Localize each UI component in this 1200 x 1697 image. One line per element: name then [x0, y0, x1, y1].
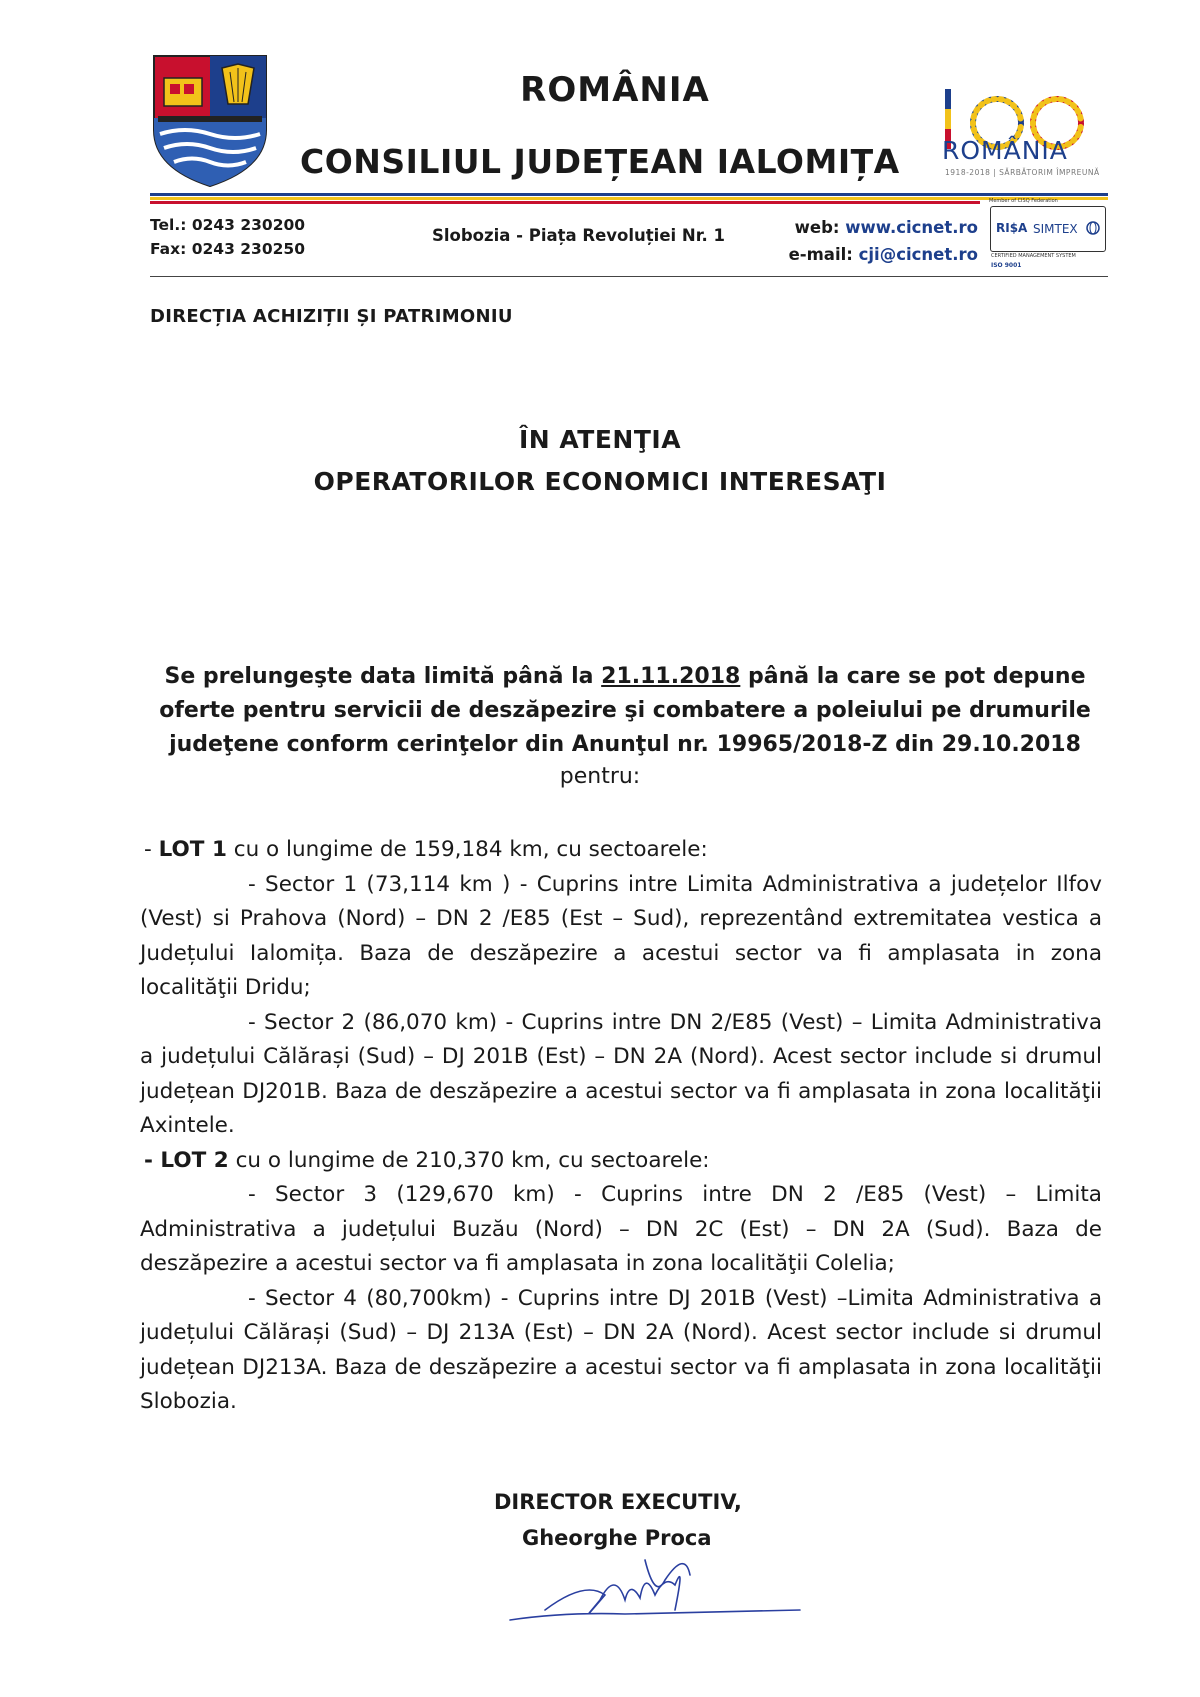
cert-member-text: Member of CISQ Federation — [989, 198, 1058, 204]
institution-title: CONSILIUL JUDEȚEAN IALOMIȚA — [300, 142, 900, 181]
handwritten-signature-icon — [505, 1540, 805, 1640]
lot-2-heading — [140, 1144, 1102, 1179]
address: Slobozia - Piața Revoluției Nr. 1 — [432, 226, 726, 245]
web-link[interactable]: www.cicnet.ro — [845, 218, 978, 237]
lot-2-label: LOT 2 — [160, 1147, 229, 1173]
web-contact — [789, 214, 978, 268]
lot-1-dash: - — [144, 837, 159, 862]
lot-1-heading — [140, 833, 1102, 868]
signature-name: Gheorghe Proca — [522, 1526, 712, 1550]
stripe-blue — [150, 193, 1108, 196]
deadline-date: 21.11.2018 — [601, 664, 741, 689]
web-label: web: — [794, 218, 840, 237]
simtex-globe-icon — [1086, 221, 1100, 235]
lot-2-dash: - — [144, 1147, 161, 1173]
sector-1-paragraph: - Sector 1 (73,114 km ) - Cuprins intre Limita Administrativa a județelor Ilfov (Vest) si Prahova (Nord) – DN 2 /E85 (Est – Sud), reprezentând extremitatea vestica a Județului Ialomița. Baza de deszăpezire a acestui sector va fi amplasata in zona localităţii Dridu; — [140, 871, 1102, 1000]
contact-phones — [150, 213, 305, 261]
cert-risa-logo: RI$A — [996, 221, 1028, 235]
centenary-logo-word: ROMÂNIA — [942, 136, 1068, 165]
fax-line: Fax: 0243 230250 — [150, 240, 305, 258]
department-name: DIRECȚIA ACHIZIȚII ȘI PATRIMONIU — [150, 306, 513, 327]
intro-part-2: până la care se pot depune oferte pentru servicii de deszăpezire şi combatere a poleiului pe drumurile judeţene conform cerinţelor din Anunţul nr. 19965/2018-Z din 29.10.2018 — [159, 664, 1091, 757]
sector-4-paragraph: - Sector 4 (80,700km) - Cuprins intre DJ 201B (Vest) –Limita Administrativa a județului Călărași (Sud) – DJ 213A (Est) – DN 2A (Nord). Acest sector include si drumul județean DJ213A. Baza de deszăpezire a acestui sector va fi amplasata in zona localităţii Slobozia. — [140, 1285, 1102, 1414]
sector-3-paragraph: - Sector 3 (129,670 km) - Cuprins intre DN 2 /E85 (Vest) – Limita Administrativa a județului Buzău (Nord) – DN 2C (Est) – DN 2A (Sud). Baza de deszăpezire a acestui sector va fi amplasata in zona localităţii Colelia; — [140, 1182, 1102, 1276]
centenary-logo-subtitle: 1918-2018 | SĂRBĂTORIM ÎMPREUNĂ — [945, 168, 1100, 177]
country-title: ROMÂNIA — [520, 70, 710, 110]
cert-system-text: CERTIFIED MANAGEMENT SYSTEM — [991, 253, 1076, 259]
lot-1-text: cu o lungime de 159,184 km, cu sectoarele: — [226, 837, 708, 862]
stripe-red — [150, 201, 980, 204]
attention-heading-1: ÎN ATENŢIA — [518, 425, 682, 454]
cert-simtex-logo: SIMTEX — [1033, 222, 1078, 236]
lots-section — [140, 833, 1102, 1420]
tel-line: Tel.: 0243 230200 — [150, 216, 306, 234]
email-label: e-mail: — [788, 245, 853, 264]
intro-part-1: Se prelungeşte data limită până la — [164, 664, 602, 689]
cert-iso-text: ISO 9001 — [991, 262, 1022, 269]
lot-2-text: cu o lungime de 210,370 km, cu sectoarele: — [228, 1147, 710, 1173]
intro-paragraph — [150, 660, 1100, 762]
sector-2-paragraph: - Sector 2 (86,070 km) - Cuprins intre DN 2/E85 (Vest) – Limita Administrativa a județului Călărași (Sud) – DJ 201B (Est) – DN 2A (Nord). Acest sector include si drumul județean DJ201B. Baza de deszăpezire a acestui sector va fi amplasata in zona localităţii Axintele. — [140, 1009, 1102, 1138]
lot-1-label: LOT 1 — [158, 837, 227, 862]
attention-heading-2: OPERATORILOR ECONOMICI INTERESAŢI — [313, 467, 887, 496]
stripe-yellow — [150, 197, 1108, 200]
email-link[interactable]: cji@cicnet.ro — [858, 245, 978, 264]
centenary-100-logo-icon — [935, 56, 1110, 186]
header-divider — [150, 276, 1108, 277]
intro-for: pentru: — [559, 764, 641, 789]
signature-title: DIRECTOR EXECUTIV, — [494, 1490, 742, 1514]
